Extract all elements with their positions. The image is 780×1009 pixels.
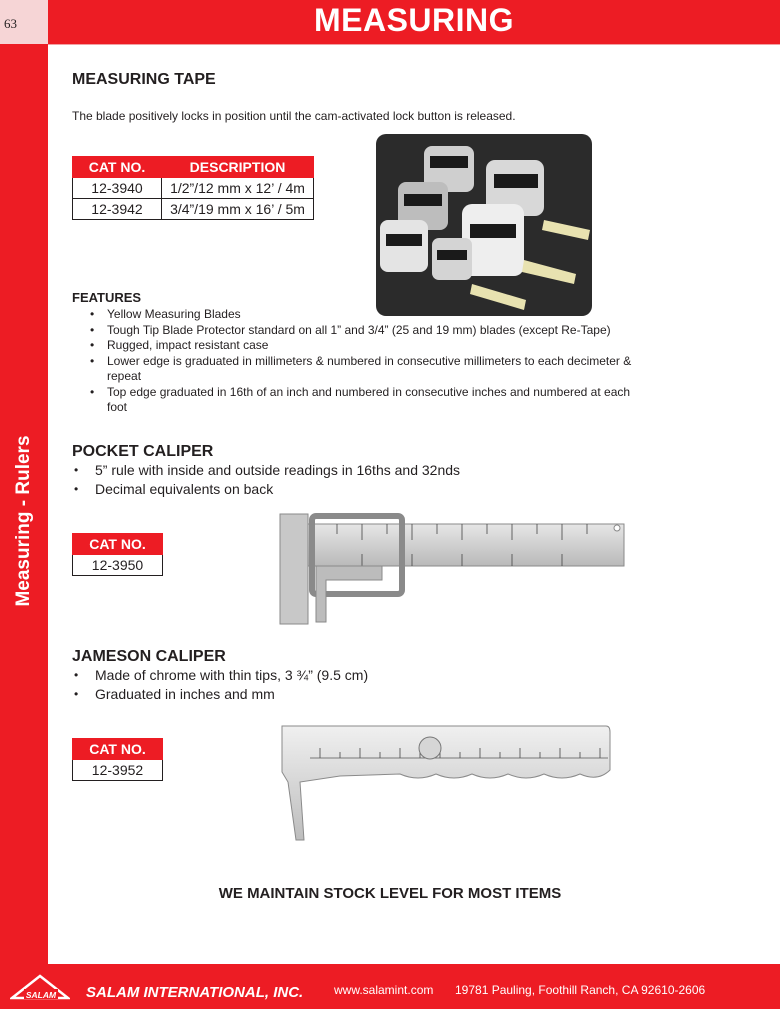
list-item: • Graduated in inches and mm (72, 685, 368, 704)
tape-measure-front-left (380, 220, 428, 272)
table-header-cat-no: CAT NO. (73, 739, 163, 760)
cat-no-cell: 12-3952 (73, 760, 163, 781)
list-item: • Yellow Measuring Blades (72, 307, 632, 323)
page-number-box (0, 0, 48, 44)
jameson-caliper-body (282, 726, 610, 840)
stock-notice: WE MAINTAIN STOCK LEVEL FOR MOST ITEMS (218, 885, 562, 902)
page-title: MEASURING (313, 2, 515, 38)
jameson-caliper-title: JAMESON CALIPER (72, 648, 226, 665)
table-header-cat-no: CAT NO. (73, 534, 163, 555)
cat-no-cell: 12-3942 (73, 199, 162, 220)
footer-address: 19781 Pauling, Foothill Ranch, CA 92610-2606 (455, 983, 706, 997)
features-title: FEATURES (72, 290, 142, 305)
description-cell: 3/4”/19 mm x 16’ / 5m (162, 199, 314, 220)
cat-no-cell: 12-3940 (73, 178, 162, 199)
list-item: • Top edge graduated in 16th of an inch and numbered in consecutive inches and numbered at each foot (72, 385, 632, 416)
list-item: • Made of chrome with thin tips, 3 ¾” (9.5 cm) (72, 666, 368, 685)
sidebar-label: Measuring - Rulers (13, 435, 34, 607)
measuring-tape-title: MEASURING TAPE (72, 71, 216, 88)
pocket-caliper-bullets (72, 461, 460, 499)
list-item: • Rugged, impact resistant case (72, 338, 632, 354)
table-row (73, 178, 314, 199)
caliper-hole (614, 525, 620, 531)
caliper-fixed-jaw (280, 514, 308, 624)
salam-logo-icon (10, 974, 70, 1002)
jameson-caliper-bullets (72, 666, 368, 704)
measuring-tape-table (72, 156, 314, 220)
footer (0, 964, 780, 1009)
jameson-caliper-table (72, 738, 163, 781)
pocket-caliper-table (72, 533, 163, 576)
logo-text: SALAM (25, 990, 57, 1000)
sidebar (0, 44, 48, 964)
jameson-caliper-image (280, 722, 612, 844)
header-bar (48, 0, 780, 44)
footer-website-link[interactable]: www.salamint.com (334, 983, 434, 997)
jameson-caliper-knob (419, 737, 441, 759)
list-item: • Tough Tip Blade Protector standard on all 1” and 3/4” (25 and 19 mm) blades (except Re-Tape) (72, 323, 632, 339)
pocket-caliper-image (272, 510, 628, 630)
table-row (73, 760, 163, 781)
description-cell: 1/2”/12 mm x 12’ / 4m (162, 178, 314, 199)
tape-measure-front-small (432, 238, 472, 280)
footer-company-name: SALAM INTERNATIONAL, INC. (86, 984, 304, 1001)
list-item: • Decimal equivalents on back (72, 480, 460, 499)
header-divider (48, 44, 780, 45)
table-row (73, 555, 163, 576)
table-header-description: DESCRIPTION (162, 157, 314, 178)
tape-measures-photo (376, 134, 592, 316)
features-list (72, 307, 632, 416)
pocket-caliper-title: POCKET CALIPER (72, 443, 214, 460)
cat-no-cell: 12-3950 (73, 555, 163, 576)
table-header-cat-no: CAT NO. (73, 157, 162, 178)
list-item: • Lower edge is graduated in millimeters & numbered in consecutive millimeters to each decimeter & repeat (72, 354, 632, 385)
page-number: 63 (4, 16, 17, 31)
caliper-rule (296, 524, 624, 566)
measuring-tape-intro: The blade positively locks in position until the cam-activated lock button is released. (72, 109, 516, 123)
list-item: • 5” rule with inside and outside readings in 16ths and 32nds (72, 461, 460, 480)
table-row (73, 199, 314, 220)
